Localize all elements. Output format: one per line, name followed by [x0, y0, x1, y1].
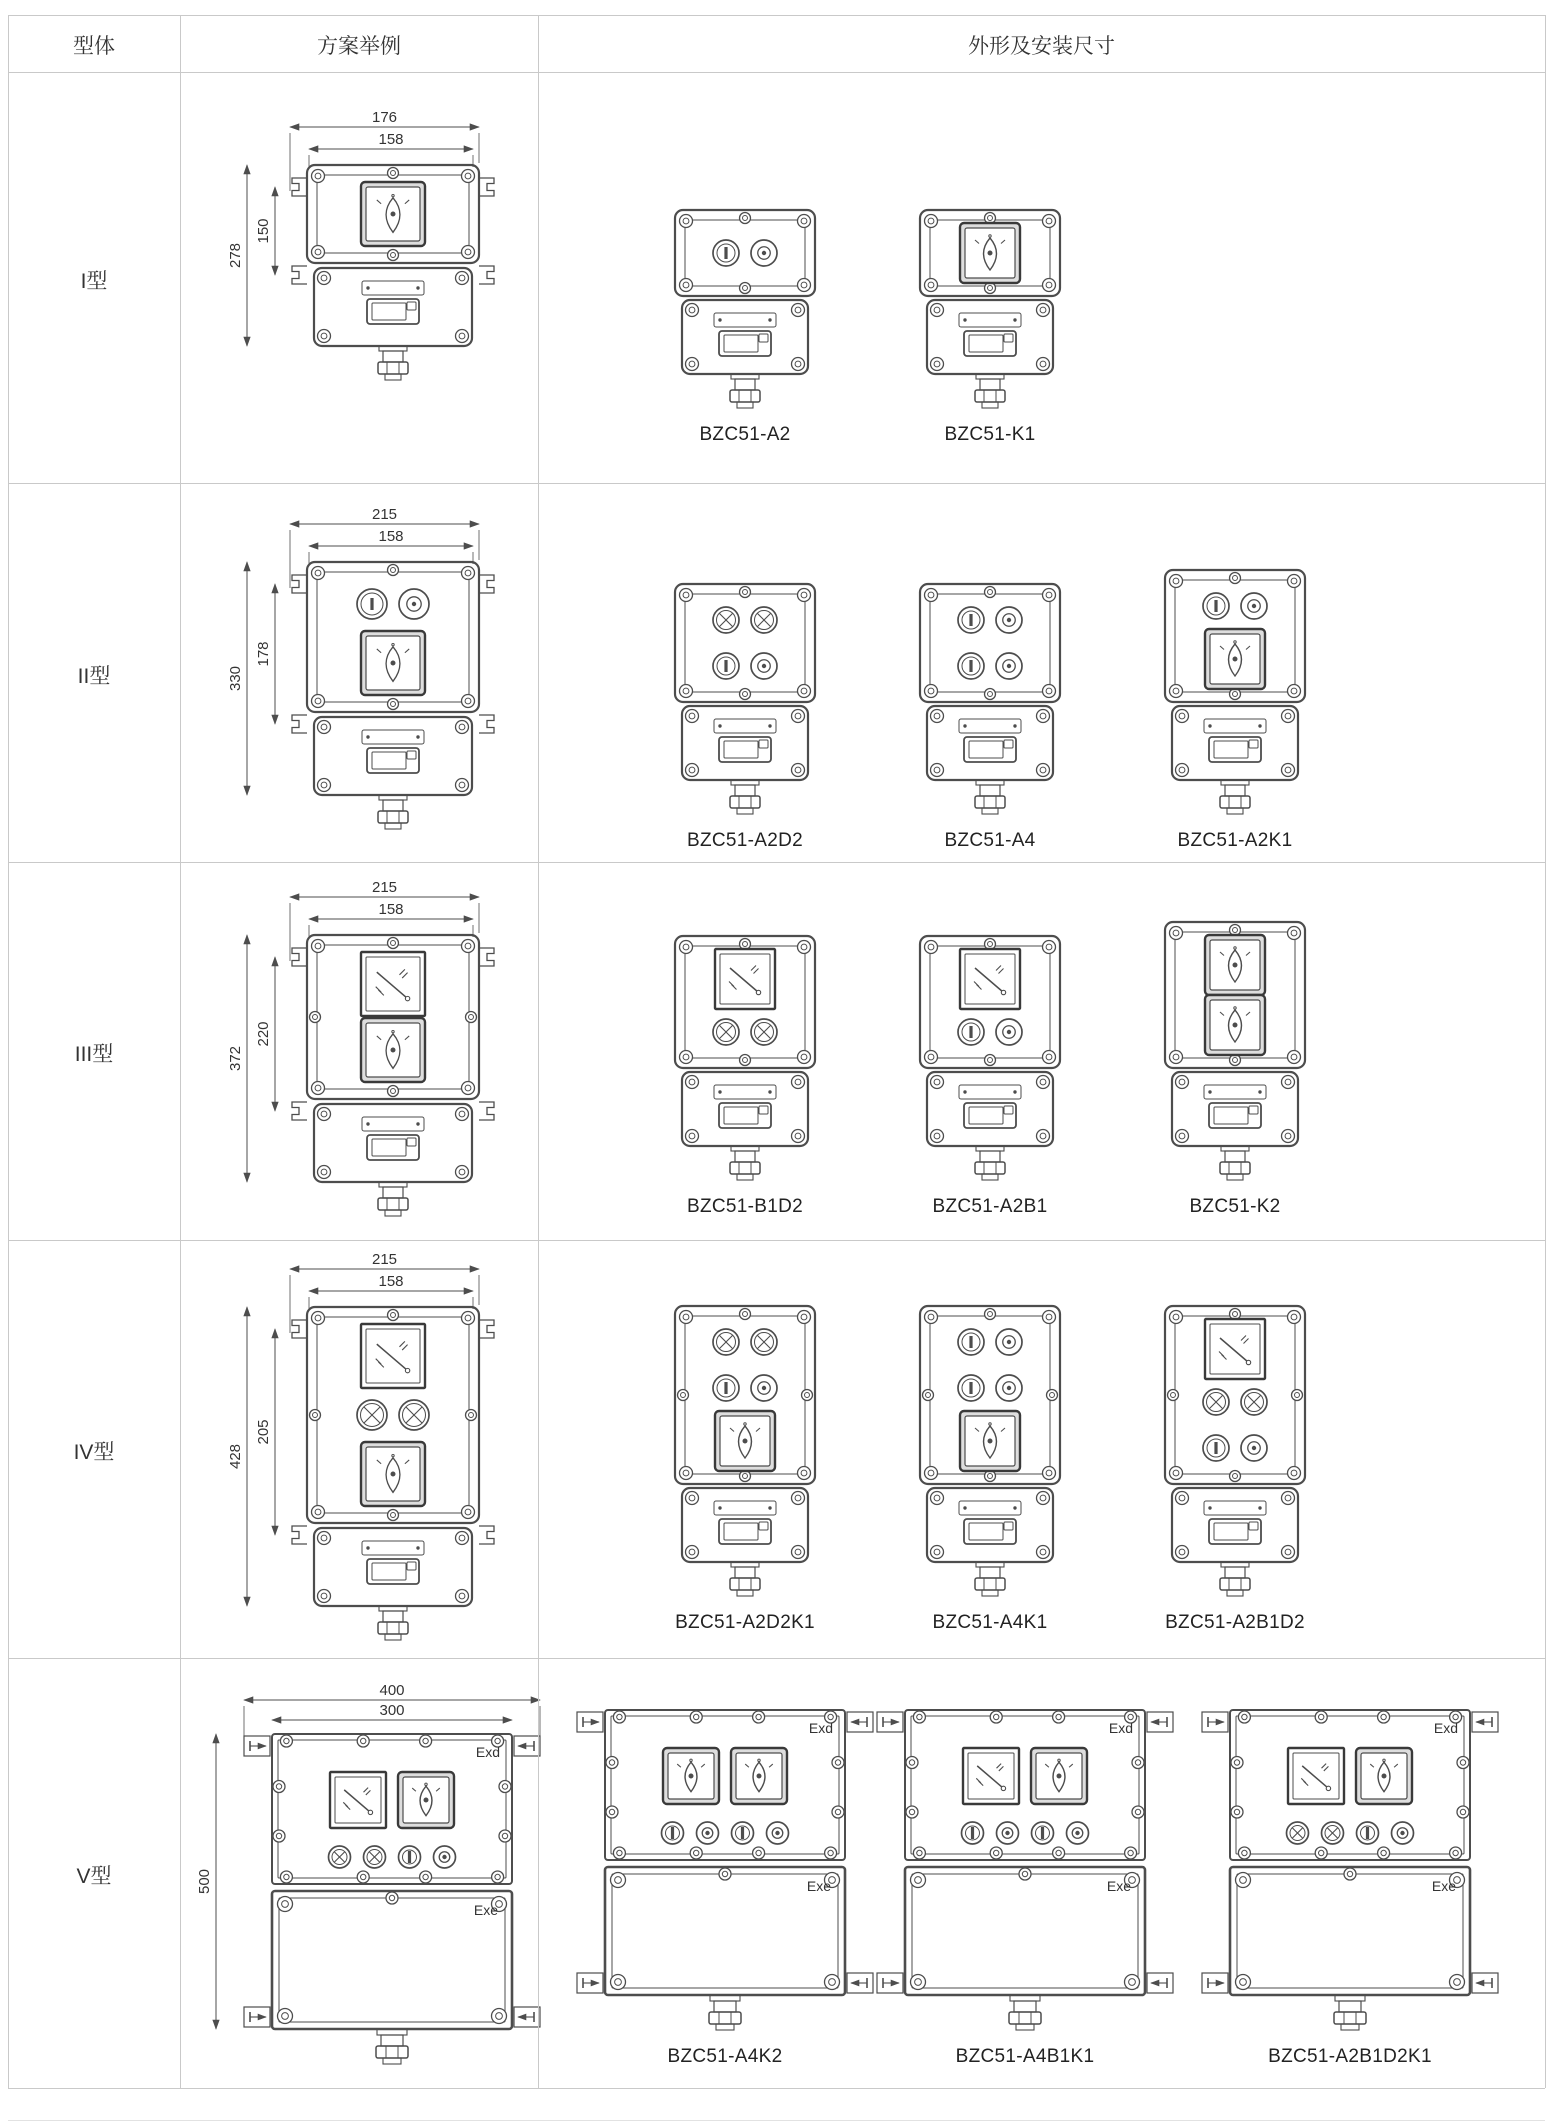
dimension-label: 215 — [371, 879, 398, 896]
model-label: BZC51-K2 — [1189, 1196, 1281, 1217]
model-label: BZC51-A4K2 — [667, 2046, 783, 2067]
upper-enclosure-label: Exd — [1108, 1720, 1133, 1736]
dimension-label: 215 — [371, 1251, 398, 1268]
model-label: BZC51-A2B1 — [932, 1196, 1048, 1217]
upper-enclosure-label: Exd — [1433, 1720, 1458, 1736]
type-label-5: V型 — [76, 1865, 112, 1888]
table-border — [8, 483, 1545, 484]
scheme-drawing — [176, 1680, 542, 2071]
type-label-2: II型 — [77, 665, 111, 688]
model-label: BZC51-A2 — [699, 424, 791, 445]
dimension-label: 400 — [379, 1682, 405, 1699]
scheme-drawing — [215, 875, 505, 1224]
variant-drawing — [670, 934, 820, 1186]
table-border — [538, 15, 539, 2088]
dimension-label: 428 — [227, 1443, 244, 1470]
lower-enclosure-label: Exe — [1431, 1878, 1456, 1894]
variant-drawing — [915, 582, 1065, 820]
table-border — [8, 2120, 1545, 2121]
variant-drawing — [575, 1696, 875, 2036]
table-border — [8, 15, 9, 2088]
table-border — [1545, 15, 1546, 2088]
column-header-type: 型体 — [73, 35, 115, 58]
lower-enclosure-label: Exe — [1106, 1878, 1131, 1894]
dimension-label: 500 — [196, 1868, 213, 1895]
dimension-label: 215 — [371, 506, 398, 523]
variant-drawing — [915, 208, 1065, 414]
variant-drawing — [875, 1696, 1175, 2036]
variant-drawing — [670, 1304, 820, 1602]
dimension-label: 158 — [378, 131, 404, 148]
variant-drawing — [670, 582, 820, 820]
lower-enclosure-label: Exe — [473, 1902, 498, 1918]
upper-enclosure-label: Exd — [808, 1720, 833, 1736]
variant-drawing — [670, 208, 820, 414]
table-border — [8, 72, 1545, 73]
model-label: BZC51-A2D2K1 — [675, 1612, 815, 1633]
model-label: BZC51-A4B1K1 — [955, 2046, 1095, 2067]
dimension-label: 178 — [255, 641, 272, 667]
dimension-label: 220 — [255, 1021, 272, 1047]
table-border — [8, 1658, 1545, 1659]
dimension-label: 158 — [378, 1273, 404, 1290]
variant-drawing — [915, 934, 1065, 1186]
table-border — [8, 862, 1545, 863]
dimension-label: 300 — [379, 1702, 405, 1719]
type-label-4: IV型 — [73, 1441, 115, 1464]
upper-enclosure-label: Exd — [475, 1744, 500, 1760]
model-label: BZC51-B1D2 — [687, 1196, 803, 1217]
variant-drawing — [915, 1304, 1065, 1602]
table-border — [8, 1240, 1545, 1241]
type-label-3: III型 — [74, 1043, 114, 1066]
lower-enclosure-label: Exe — [806, 1878, 831, 1894]
table-border — [8, 15, 1545, 16]
dimension-label: 158 — [378, 528, 404, 545]
column-header-scheme: 方案举例 — [317, 35, 401, 58]
variant-drawing — [1160, 920, 1310, 1186]
table-border — [8, 2088, 1545, 2089]
variant-drawing — [1160, 568, 1310, 820]
scheme-drawing — [215, 105, 505, 388]
table-border — [180, 15, 181, 2088]
column-header-outline: 外形及安装尺寸 — [968, 35, 1115, 58]
dimension-label: 330 — [227, 665, 244, 692]
model-label: BZC51-A2D2 — [687, 830, 803, 851]
dimension-label: 278 — [227, 242, 244, 269]
dimension-label: 205 — [255, 1419, 272, 1445]
dimension-label: 176 — [371, 109, 398, 126]
model-label: BZC51-A2B1D2K1 — [1268, 2046, 1432, 2067]
dimension-label: 372 — [227, 1045, 244, 1072]
model-label: BZC51-A4 — [944, 830, 1036, 851]
type-label-1: I型 — [80, 270, 108, 293]
scheme-drawing — [215, 502, 505, 837]
model-label: BZC51-A4K1 — [932, 1612, 1048, 1633]
scheme-drawing — [215, 1247, 505, 1648]
model-label: BZC51-A2B1D2 — [1165, 1612, 1305, 1633]
model-label: BZC51-A2K1 — [1177, 830, 1293, 851]
variant-drawing — [1200, 1696, 1500, 2036]
dimension-label: 150 — [255, 218, 272, 244]
dimension-label: 158 — [378, 901, 404, 918]
variant-drawing — [1160, 1304, 1310, 1602]
model-label: BZC51-K1 — [944, 424, 1036, 445]
